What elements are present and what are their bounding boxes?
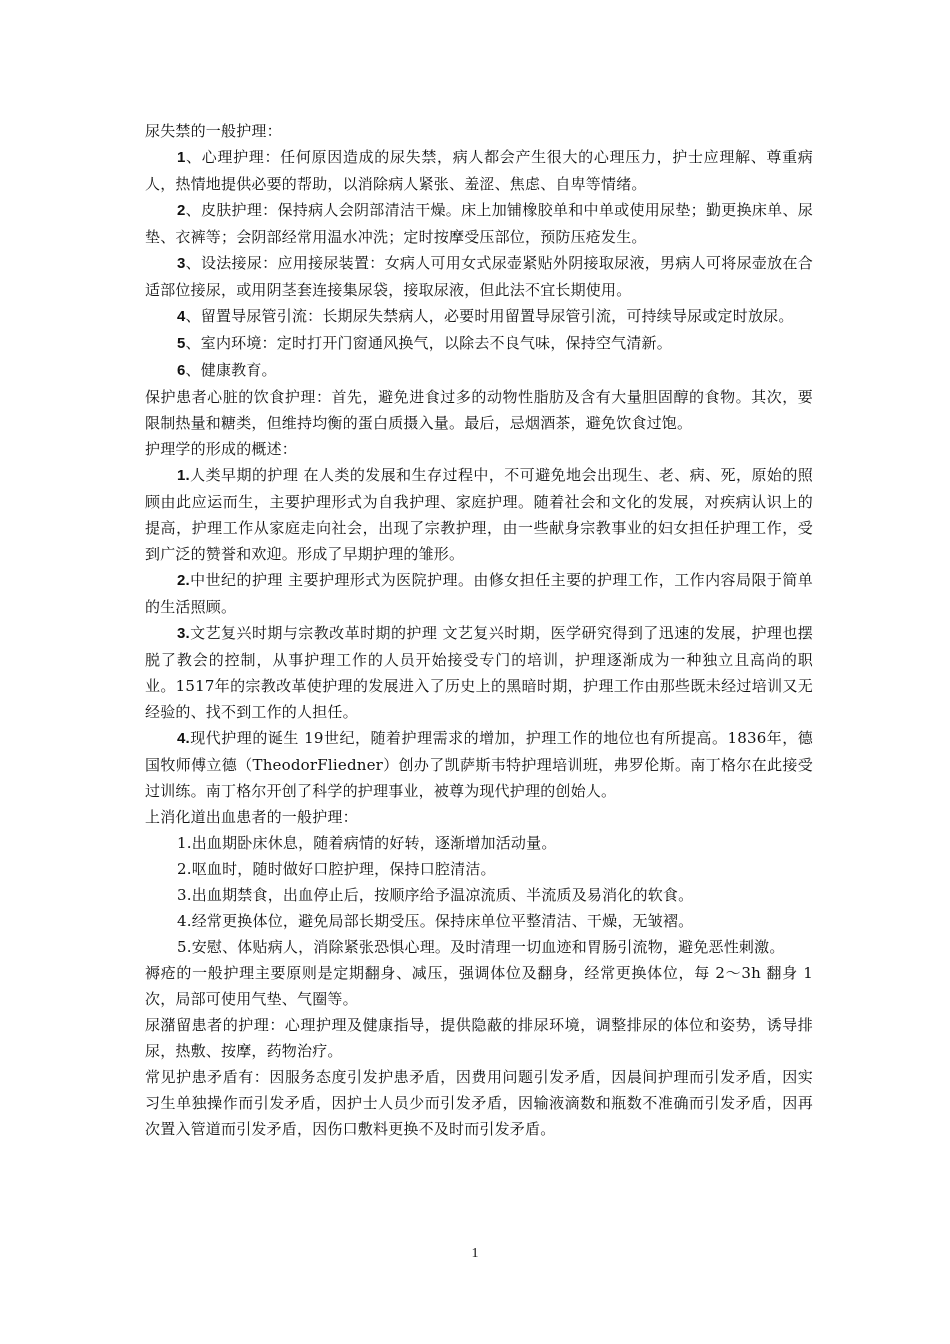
item-text: 文艺复兴时期与宗教改革时期的护理 文艺复兴时期，医学研究得到了迅速的发展，护理也摆脱了教会的控制，从事护理工作的人员开始接受专门的培训，护理逐渐成为一种独立且高尚的职业。1517年的宗教改革使护理的发展进入了历史上的黑暗时期，护理工作由那些既未经过培训又无经验的、找不到工作的人担任。	[145, 624, 813, 721]
document-section	[145, 384, 813, 436]
list-item	[145, 357, 813, 384]
document-section	[145, 804, 813, 960]
item-text: 1.出血期卧床休息，随着病情的好转，逐渐增加活动量。	[177, 834, 557, 852]
section-heading: 保护患者心脏的饮食护理：首先，避免进食过多的动物性脂肪及含有大量胆固醇的食物。其次，要限制热量和糖类，但维持均衡的蛋白质摄入量。最后，忌烟酒茶，避免饮食过饱。	[145, 388, 813, 432]
item-text: 现代护理的诞生 19世纪，随着护理需求的增加，护理工作的地位也有所提高。1836年，德国牧师傅立德（TheodorFliedner）创办了凯萨斯韦特护理培训班，弗罗伦斯。南丁格尔在此接受过训练。南丁格尔开创了科学的护理事业，被尊为现代护理的创始人。	[145, 729, 813, 800]
list-item	[145, 882, 813, 908]
list-item	[145, 934, 813, 960]
section-heading: 褥疮的一般护理主要原则是定期翻身、减压，强调体位及翻身，经常更换体位，每 2～3h 翻身 1 次，局部可使用气垫、气圈等。	[145, 964, 813, 1008]
document-section	[145, 1012, 813, 1064]
item-number: 4	[177, 308, 186, 325]
item-number: 3.	[177, 625, 190, 642]
item-number: 5	[177, 335, 186, 352]
item-text: 、室内环境：定时打开门窗通风换气，以除去不良气味，保持空气清新。	[185, 334, 672, 352]
page-number: 1	[471, 1246, 479, 1261]
item-text: 、心理护理：任何原因造成的尿失禁，病人都会产生很大的心理压力，护士应理解、尊重病人，热情地提供必要的帮助，以消除病人紧张、羞涩、焦虑、自卑等情绪。	[145, 148, 813, 193]
list-item	[145, 250, 813, 303]
list-item	[145, 830, 813, 856]
section-heading: 常见护患矛盾有：因服务态度引发护患矛盾，因费用问题引发矛盾，因晨间护理而引发矛盾，因实习生单独操作而引发矛盾，因护士人员少而引发矛盾，因输液滴数和瓶数不准确而引发矛盾，因再次置入管道而引发矛盾，因伤口敷料更换不及时而引发矛盾。	[145, 1068, 813, 1138]
item-text: 2.呕血时，随时做好口腔护理，保持口腔清洁。	[177, 860, 496, 878]
list-item	[145, 462, 813, 567]
list-item	[145, 567, 813, 620]
item-number: 3	[177, 255, 186, 272]
item-text: 、留置导尿管引流：长期尿失禁病人，必要时用留置导尿管引流，可持续导尿或定时放尿。	[185, 307, 794, 325]
list-item	[145, 197, 813, 250]
section-heading: 上消化道出血患者的一般护理：	[145, 808, 358, 826]
item-number: 6	[177, 362, 186, 379]
document-section	[145, 960, 813, 1012]
item-text: 5.安慰、体贴病人，消除紧张恐惧心理。及时清理一切血迹和胃肠引流物，避免恶性刺激。	[177, 938, 785, 956]
item-number: 1	[177, 149, 186, 166]
item-text: 中世纪的护理 主要护理形式为医院护理。由修女担任主要的护理工作，工作内容局限于简单的生活照顾。	[145, 571, 813, 616]
document-section	[145, 118, 813, 384]
item-text: 、设法接尿：应用接尿装置：女病人可用女式尿壶紧贴外阴接取尿液，男病人可将尿壶放在合适部位接尿，或用阴茎套连接集尿袋，接取尿液，但此法不宜长期使用。	[145, 254, 813, 299]
item-number: 1.	[177, 467, 190, 484]
document-body	[145, 118, 813, 1142]
section-heading: 护理学的形成的概述：	[145, 440, 298, 458]
list-item	[145, 303, 813, 330]
document-section	[145, 436, 813, 804]
list-item	[145, 144, 813, 197]
list-item	[145, 620, 813, 725]
item-number: 2	[177, 202, 186, 219]
item-number: 2.	[177, 572, 190, 589]
list-item	[145, 725, 813, 804]
list-item	[145, 330, 813, 357]
document-section	[145, 1064, 813, 1142]
item-text: 人类早期的护理 在人类的发展和生存过程中，不可避免地会出现生、老、病、死，原始的照顾由此应运而生，主要护理形式为自我护理、家庭护理。随着社会和文化的发展，对疾病认识上的提高，护理工作从家庭走向社会，出现了宗教护理，由一些献身宗教事业的妇女担任护理工作，受到广泛的赞誉和欢迎。形成了早期护理的雏形。	[145, 466, 813, 563]
item-text: 、皮肤护理：保持病人会阴部清洁干燥。床上加铺橡胶单和中单或使用尿垫；勤更换床单、尿垫、衣裤等；会阴部经常用温水冲洗；定时按摩受压部位，预防压疮发生。	[145, 201, 813, 246]
item-text: 3.出血期禁食，出血停止后，按顺序给予温凉流质、半流质及易消化的软食。	[177, 886, 694, 904]
section-heading: 尿潴留患者的护理：心理护理及健康指导，提供隐蔽的排尿环境，调整排尿的体位和姿势，诱导排尿，热敷、按摩，药物治疗。	[145, 1016, 813, 1060]
item-text: 、健康教育。	[185, 361, 277, 379]
list-item	[145, 908, 813, 934]
section-heading: 尿失禁的一般护理：	[145, 122, 282, 140]
item-number: 4.	[177, 730, 190, 747]
item-text: 4.经常更换体位，避免局部长期受压。保持床单位平整清洁、干燥，无皱褶。	[177, 912, 694, 930]
list-item	[145, 856, 813, 882]
